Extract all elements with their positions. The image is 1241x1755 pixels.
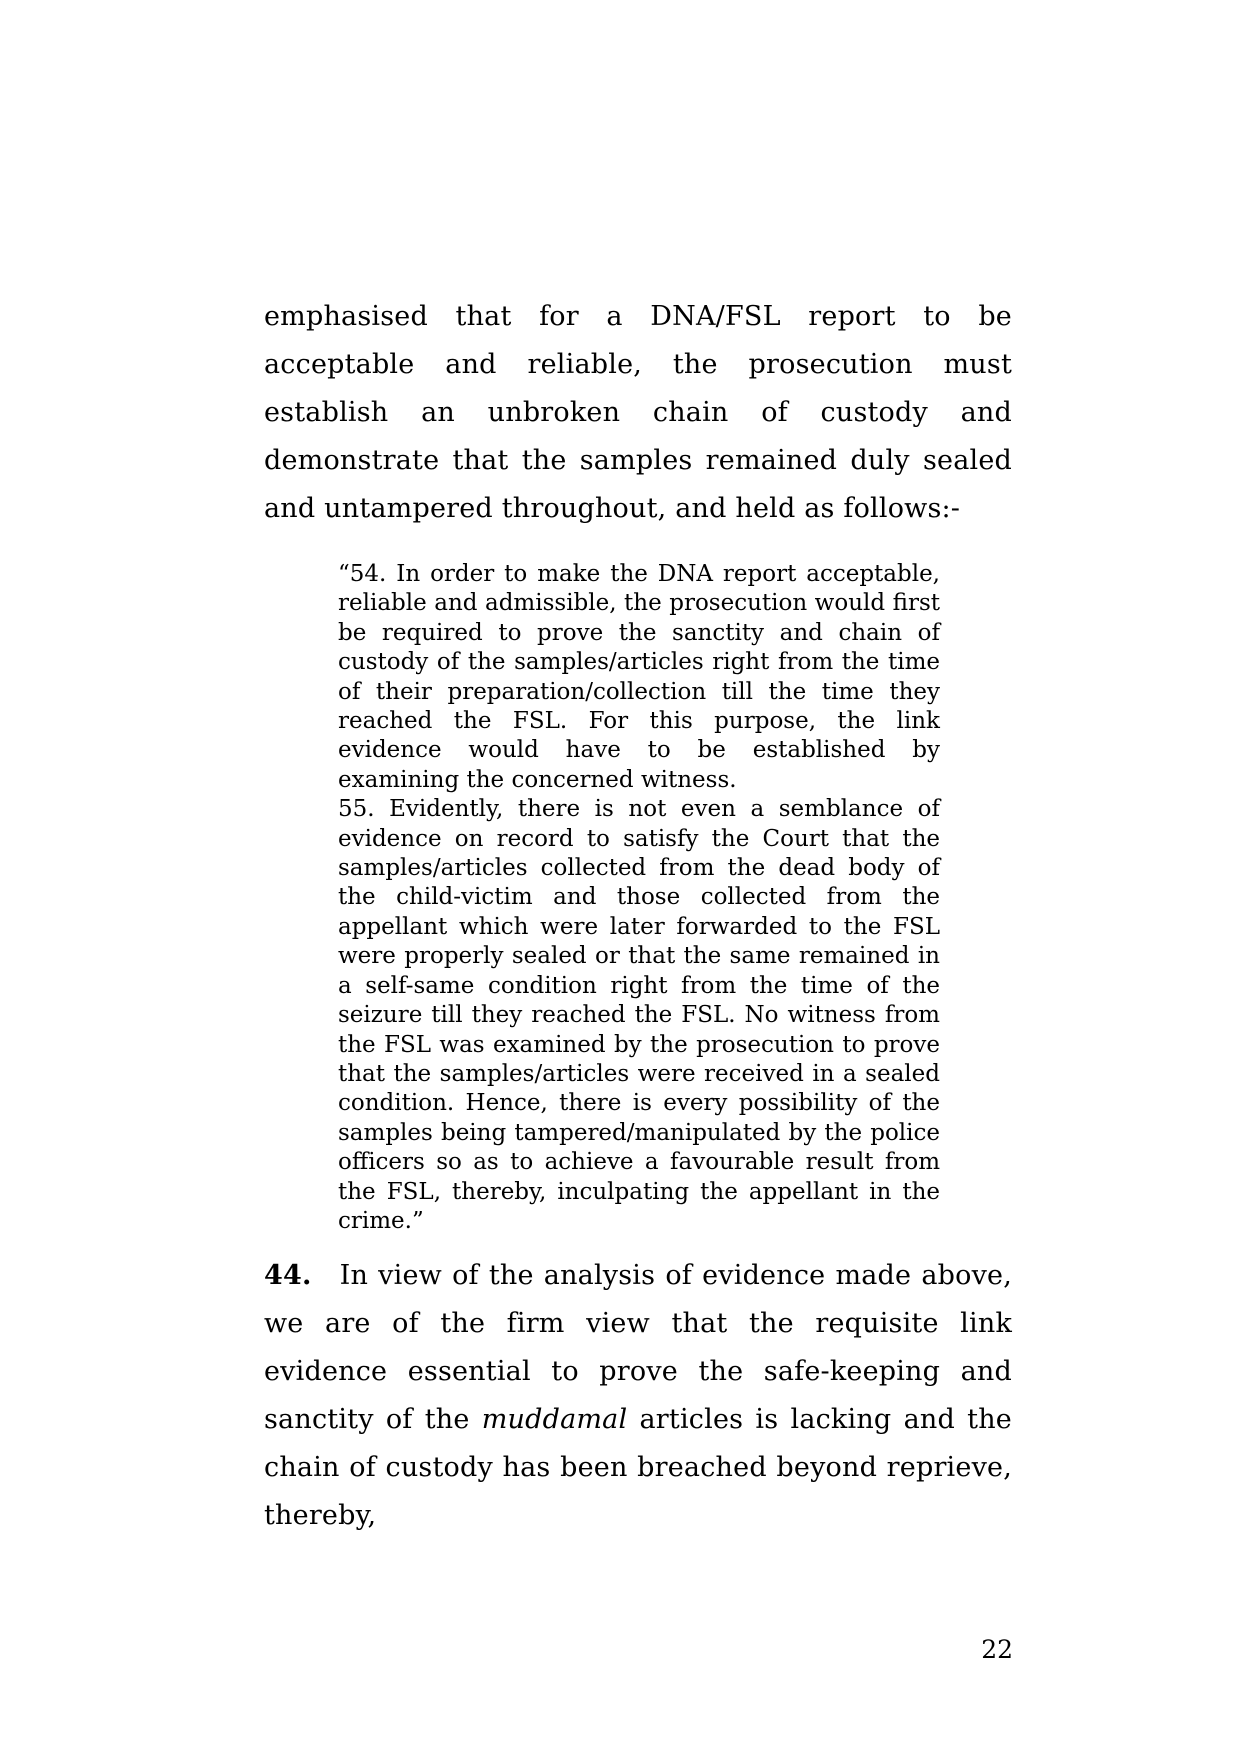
paragraph-44 (264, 1252, 1012, 1540)
paragraph-44-number: 44. (264, 1260, 312, 1292)
muddamal-italic-term: muddamal (481, 1404, 628, 1436)
quote-para-55: 55. Evidently, there is not even a semblance of evidence on record to satisfy the Court that the samples/articles collected from the dead body of the child-victim and those collected from the appellant which were later forwarded to the FSL were properly sealed or that the same remained in a self-same condition right from the time of the seizure till they reached the FSL. No witness from the FSL was examined by the prosecution to prove that the samples/articles were received in a sealed condition. Hence, there is every possibility of the samples being tampered/manipulated by the police officers so as to achieve a favourable result from the FSL, thereby, inculpating the appellant in the crime.” (338, 796, 940, 1234)
page-number: 22 (981, 1635, 1013, 1664)
page-body (264, 293, 1012, 1540)
paragraph-44-text-before: In view of the analysis of evidence made above, we are of the firm view that the requisite link evidence essential to prove the safe-keeping and sanctity of the (264, 1260, 1012, 1436)
quoted-extract (338, 560, 940, 1236)
paragraph-continuation: emphasised that for a DNA/FSL report to be acceptable and reliable, the prosecution must establish an unbroken chain of custody and demonstrate that the samples remained duly sealed and untampered throughout, and held as follows:- (264, 301, 1012, 524)
paragraph-44-text-after: articles is lacking and the chain of custody has been breached beyond reprieve, thereby, (264, 1404, 1012, 1532)
quote-para-54: “54. In order to make the DNA report acceptable, reliable and admissible, the prosecution would first be required to prove the sanctity and chain of custody of the samples/articles right from the time of their preparation/collection till the time they reached the FSL. For this purpose, the link evidence would have to be established by examining the concerned witness. (338, 561, 940, 793)
